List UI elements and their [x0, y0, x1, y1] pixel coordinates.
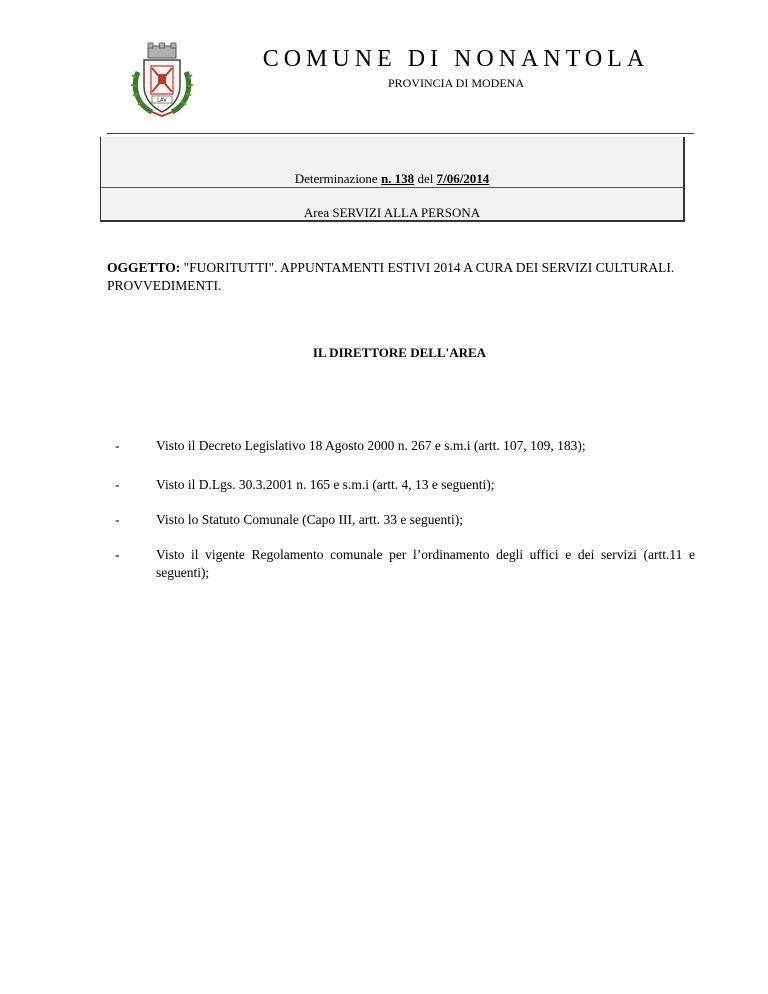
- determination-row: [101, 137, 683, 188]
- determination-del: del: [417, 171, 434, 186]
- crest-band-text: LAV: [157, 97, 167, 104]
- recital-dash: -: [115, 438, 120, 453]
- recital-text: Visto il vigente Regolamento comunale per l’ordinamento degli uffici e dei servizi (artt.11 e seguenti);: [156, 547, 695, 580]
- recital-dash: -: [115, 477, 120, 492]
- determination-box: [100, 137, 685, 222]
- page-subtitle: PROVINCIA DI MODENA: [387, 76, 524, 90]
- determination-area: Area SERVIZI ALLA PERSONA: [303, 205, 481, 220]
- determination-date: 7/06/2014: [436, 171, 490, 186]
- director-heading: IL DIRETTORE DELL'AREA: [312, 345, 487, 360]
- determination-number: n. 138: [380, 171, 415, 186]
- page-title: COMUNE DI NONANTOLA: [262, 46, 650, 72]
- subject-text: "FUORITUTTI". APPUNTAMENTI ESTIVI 2014 A CURA DEI SERVIZI CULTURALI. PROVVEDIMENTI.: [107, 260, 675, 293]
- recital-text: Visto il D.Lgs. 30.3.2001 n. 165 e s.m.i (artt. 4, 13 e seguenti);: [156, 477, 495, 492]
- recital-dash: -: [115, 512, 120, 527]
- subject-paragraph: [107, 259, 687, 295]
- determination-prefix: Determinazione: [294, 171, 378, 186]
- municipal-crest-icon: [130, 42, 194, 118]
- recital-dash: -: [115, 547, 120, 562]
- recital-text: Visto il Decreto Legislativo 18 Agosto 2000 n. 267 e s.m.i (artt. 107, 109, 183);: [156, 438, 586, 453]
- subject-label: OGGETTO:: [107, 260, 181, 275]
- recital-text: Visto lo Statuto Comunale (Capo III, artt. 33 e seguenti);: [156, 512, 464, 527]
- header-divider: [107, 133, 694, 134]
- determination-line: [101, 171, 683, 187]
